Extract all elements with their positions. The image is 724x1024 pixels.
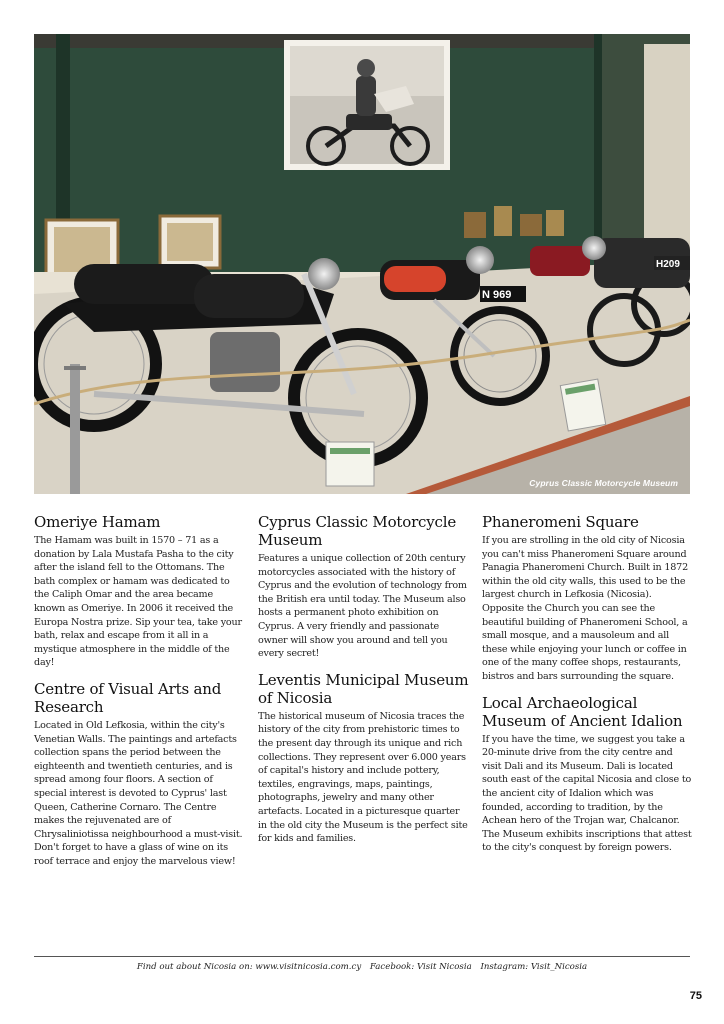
section-body-leventis-museum: The historical museum of Nicosia traces the history of the city from prehistoric times to the present day through its unique and rich collections. They represent over 6.000 years of capital's history and include pottery, textiles, engravings, maps, paintings, photographs, jewelry and many other artefacts. Located in a picturesque quarter in the old city the Museum is the perfect site for kids and families. (258, 710, 468, 845)
section-body-motorcycle-museum: Features a unique collection of 20th century motorcycles associated with the history of Cyprus and the evolution of technology from the British era until today. The Museum also hosts a permanent photo exhibition on Cyprus. A very friendly and passionate owner will show you around and tell you every secret! (258, 553, 467, 660)
column-middle (258, 513, 470, 856)
photo-caption: Cyprus Classic Motorcycle Museum (529, 478, 678, 488)
section-title-leventis-museum: Leventis Municipal Museum of Nicosia (258, 670, 469, 707)
footer-facebook: Facebook: Visit Nicosia (369, 962, 472, 972)
section-body-idalion-museum: If you have the time, we suggest you take a 20-minute drive from the city centre and visit Dali and its Museum. Dali is located south east of the capital Nicosia and close to the ancient city of Idalion which was founded, according to tradition, by the Achean hero of the Trojan war, Chalcanor. The Museum exhibits inscriptions that attest to the city's conquest by foreign powers. (482, 733, 692, 854)
section-body-centre-visual-arts: Located in Old Lefkosia, within the city's Venetian Walls. The paintings and artefacts collection spans the period between the eighteenth and twentieth centuries, and is spread among four floors. A section of special interest is devoted to Cyprus' last Queen, Catherine Cornaro. The Centre makes the rejuvenated are of Chrysaliniotissa neighbourhood a must-visit. Don't forget to have a glass of wine on its roof terrace and enjoy the marvelous view! (34, 719, 243, 867)
section-title-idalion-museum: Local Archaeological Museum of Ancient Idalion (482, 693, 683, 730)
section-title-phaneromeni-square: Phaneromeni Square (482, 513, 639, 531)
framed-photograph (284, 40, 450, 170)
footer-divider (34, 956, 690, 957)
section-body-omeriye-hamam: The Hamam was built in 1570 – 71 as a donation by Lala Mustafa Pasha to the city after the island fell to the Ottomans. The bath complex or hamam was dedicated to the Caliph Omar and the area became known as Omeriye. In 2006 it received the Europa Nostra prize. Sip your tea, take your bath, relax and escape from it all in a mystique atmosphere in the middle of the day! (34, 535, 242, 669)
museum-photo (34, 34, 690, 494)
footer (34, 962, 690, 972)
footer-instagram: Instagram: Visit_Nicosia (480, 962, 588, 972)
page-number: 75 (689, 990, 702, 1002)
plate-n969: N 969 (482, 289, 512, 301)
plate-h209: H209 (656, 259, 680, 270)
column-right (482, 513, 694, 865)
footer-website: Find out about Nicosia on: www.visitnicosia.com.cy (136, 962, 362, 972)
motorcycle-museum-illustration (34, 34, 690, 494)
section-body-phaneromeni-square: If you are strolling in the old city of Nicosia you can't miss Phaneromeni Square around Panagia Phaneromeni Church. Built in 1872 within the old city walls, this used to be the largest church in Lefkosia (Nicosia). Opposite the Church you can see the beautiful building of Phaneromeni School, a small mosque, and a mausoleum and all these while enjoying your lunch or coffee in one of the many coffee shops, restaurants, bistros and bars surrounding the square. (482, 535, 688, 682)
column-left (34, 513, 246, 878)
section-title-motorcycle-museum: Cyprus Classic Motorcycle Museum (258, 513, 456, 549)
section-title-omeriye-hamam: Omeriye Hamam (34, 513, 161, 531)
section-title-centre-visual-arts: Centre of Visual Arts and Research (34, 679, 222, 716)
